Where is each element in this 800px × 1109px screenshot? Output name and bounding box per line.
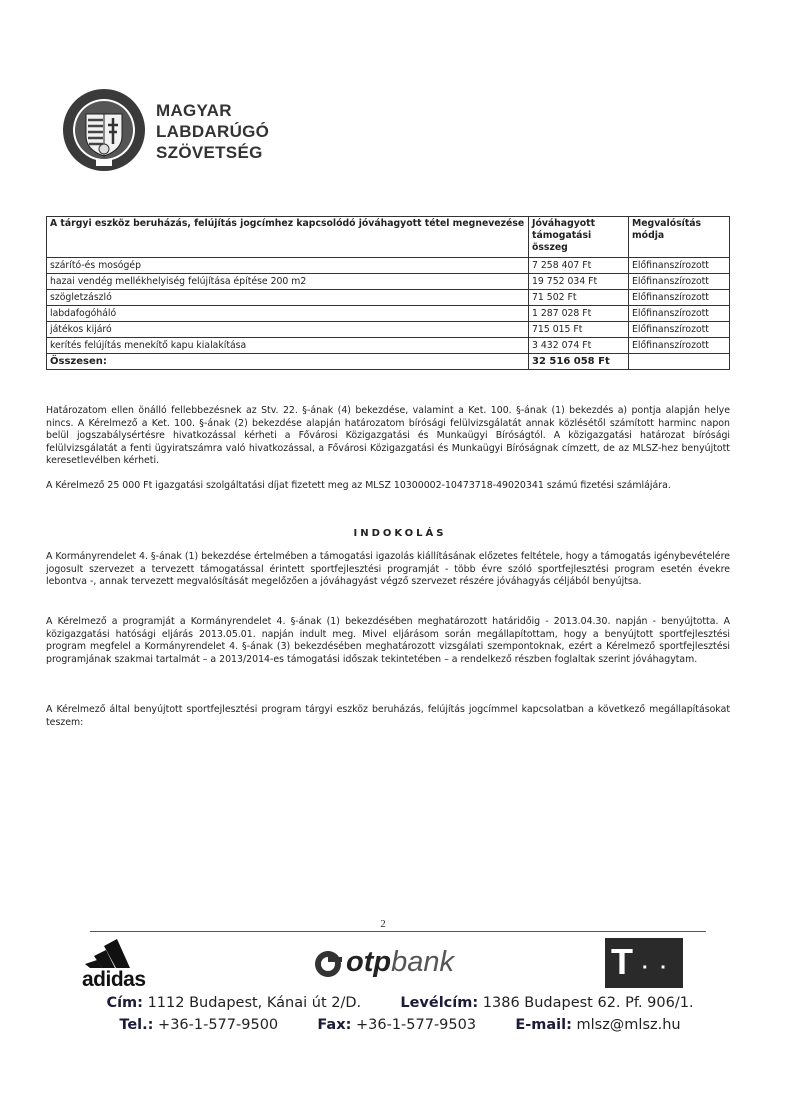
- address-label: Cím:: [106, 995, 143, 1011]
- column-header-amount: Jóváhagyott támogatási összeg: [529, 217, 629, 258]
- column-header-method: Megvalósítás módja: [629, 217, 730, 258]
- fax-value: +36-1-577-9503: [355, 1017, 477, 1033]
- fee-paragraph: A Kérelmező 25 000 Ft igazgatási szolgáltatási díjat fizetett meg az MLSZ 10300002-10473718-49020341 számú fizetési számlájára.: [46, 480, 671, 491]
- email-value: mlsz@mlsz.hu: [576, 1017, 681, 1033]
- table-row: [47, 338, 730, 354]
- fax-label: Fax:: [317, 1017, 352, 1033]
- org-name-line-1: MAGYAR: [156, 101, 232, 120]
- amount-cell: 3 432 074 Ft: [529, 338, 629, 354]
- amount-cell: 19 752 034 Ft: [529, 274, 629, 290]
- contact-phone-line: [0, 1017, 800, 1033]
- item-name-cell: szárító-és mosógép: [47, 258, 529, 274]
- item-name-cell: kerítés felújítás menekítő kapu kialakítása: [47, 338, 529, 354]
- org-name-line-3: SZÖVETSÉG: [156, 143, 263, 162]
- telekom-dots: · ·: [642, 957, 670, 979]
- table-row: [47, 306, 730, 322]
- table-row: [47, 258, 730, 274]
- section-heading: INDOKOLÁS: [353, 528, 447, 539]
- item-name-cell: labdafogóháló: [47, 306, 529, 322]
- method-cell: Előfinanszírozott: [629, 290, 730, 306]
- otp-wordmark-light: bank: [391, 946, 454, 978]
- mail-value: 1386 Budapest 62. Pf. 906/1.: [482, 995, 694, 1011]
- table-row: [47, 290, 730, 306]
- contact-address-line: [0, 995, 800, 1011]
- amount-cell: 71 502 Ft: [529, 290, 629, 306]
- table-header-row: [47, 217, 730, 258]
- item-name-cell: játékos kijáró: [47, 322, 529, 338]
- telekom-letter: T: [611, 941, 633, 982]
- total-label: Összesen:: [47, 354, 529, 370]
- table-row: [47, 322, 730, 338]
- organization-name: [156, 100, 269, 163]
- tel-value: +36-1-577-9500: [158, 1017, 279, 1033]
- mlsz-crest-icon: [62, 88, 146, 172]
- amount-cell: 7 258 407 Ft: [529, 258, 629, 274]
- method-cell: Előfinanszírozott: [629, 322, 730, 338]
- page-number: 2: [380, 918, 386, 930]
- table-total-row: [47, 354, 730, 370]
- otp-bank-wordmark: [346, 946, 454, 979]
- amount-cell: 1 287 028 Ft: [529, 306, 629, 322]
- appeal-paragraph: Határozatom ellen önálló fellebbezésnek az Stv. 22. §-ának (4) bekezdése, valamint a Ket. 100. §-ának (1) bekezdés a) pontja alapján helye nincs. A Kérelmező a Ket. 100. §-ának (2) bekezdése alapján határozatom bírósági felülvizsgálatát annak közlésétől számított harminc napon belül jogszabálysértésre hivatkozással kérheti a Fővárosi Közigazgatási és Munkaügyi Bíróságtól. A közigazgatási határozat bírósági felülvizsgálatát a fenti ügyiratszámra való hivatkozással, a Fővárosi Közigazgatási és Munkaügyi Bíróságnak címzett, de az MLSZ-hez benyújtott keresetlevélben kérheti.: [46, 405, 730, 466]
- method-cell: Előfinanszírozott: [629, 338, 730, 354]
- otp-wordmark-bold: otp: [346, 946, 392, 978]
- footer-divider: [90, 931, 706, 932]
- otp-bank-logo-icon: [313, 949, 343, 979]
- method-cell: Előfinanszírozott: [629, 306, 730, 322]
- column-header-item: A tárgyi eszköz beruházás, felújítás jogcímhez kapcsolódó jóváhagyott tétel megnevezése: [47, 217, 529, 258]
- tel-label: Tel.:: [119, 1017, 154, 1033]
- approved-items-table: [46, 216, 730, 370]
- amount-cell: 715 015 Ft: [529, 322, 629, 338]
- item-name-cell: hazai vendég mellékhelyiség felújítása építése 200 m2: [47, 274, 529, 290]
- justification-paragraph-1: A Kormányrendelet 4. §-ának (1) bekezdése értelmében a támogatási igazolás kiállításának előzetes feltétele, hogy a támogatás igénybevételére jogosult szervezet a tervezett támogatással érintett sportfejlesztési programját - több évre szóló sportfejlesztési program esetén évekre lebontva -, annak tervezett megvalósítását megelőzően a jóváhagyást végző szervezet részére jóváhagyás céljából benyújtsa.: [46, 551, 730, 587]
- address-value: 1112 Budapest, Kánai út 2/D.: [147, 995, 362, 1011]
- method-cell: Előfinanszírozott: [629, 274, 730, 290]
- table-row: [47, 274, 730, 290]
- adidas-wordmark: adidas: [82, 968, 146, 991]
- total-empty-cell: [629, 354, 730, 370]
- total-value: 32 516 058 Ft: [529, 354, 629, 370]
- method-cell: Előfinanszírozott: [629, 258, 730, 274]
- item-name-cell: szögletzászló: [47, 290, 529, 306]
- email-label: E-mail:: [515, 1017, 572, 1033]
- org-name-line-2: LABDARÚGÓ: [156, 122, 270, 141]
- findings-intro-paragraph: A Kérelmező által benyújtott sportfejlesztési program tárgyi eszköz beruházás, felújítás jogcímmel kapcsolatban a következő megállapításokat teszem:: [46, 704, 730, 728]
- mail-label: Levélcím:: [400, 995, 479, 1011]
- justification-paragraph-2: A Kérelmező a programját a Kormányrendelet 4. §-ának (1) bekezdésében meghatározott határidőig - 2013.04.30. napján - benyújtotta. A közigazgatási hatósági eljárás 2013.05.01. napján indult meg. Mivel eljárásom során megállapítottam, hogy a benyújtott sportfejlesztési program megfelel a Kormányrendelet 4. §-ának (3) bekezdésében meghatározott vizsgálati szempontoknak, ezért a Kérelmező sportfejlesztési programjának szakmai tartalmát – a 2013/2014-es támogatási időszak tekintetében – a rendelkező részben foglaltak szerint jóváhagytam.: [46, 616, 730, 665]
